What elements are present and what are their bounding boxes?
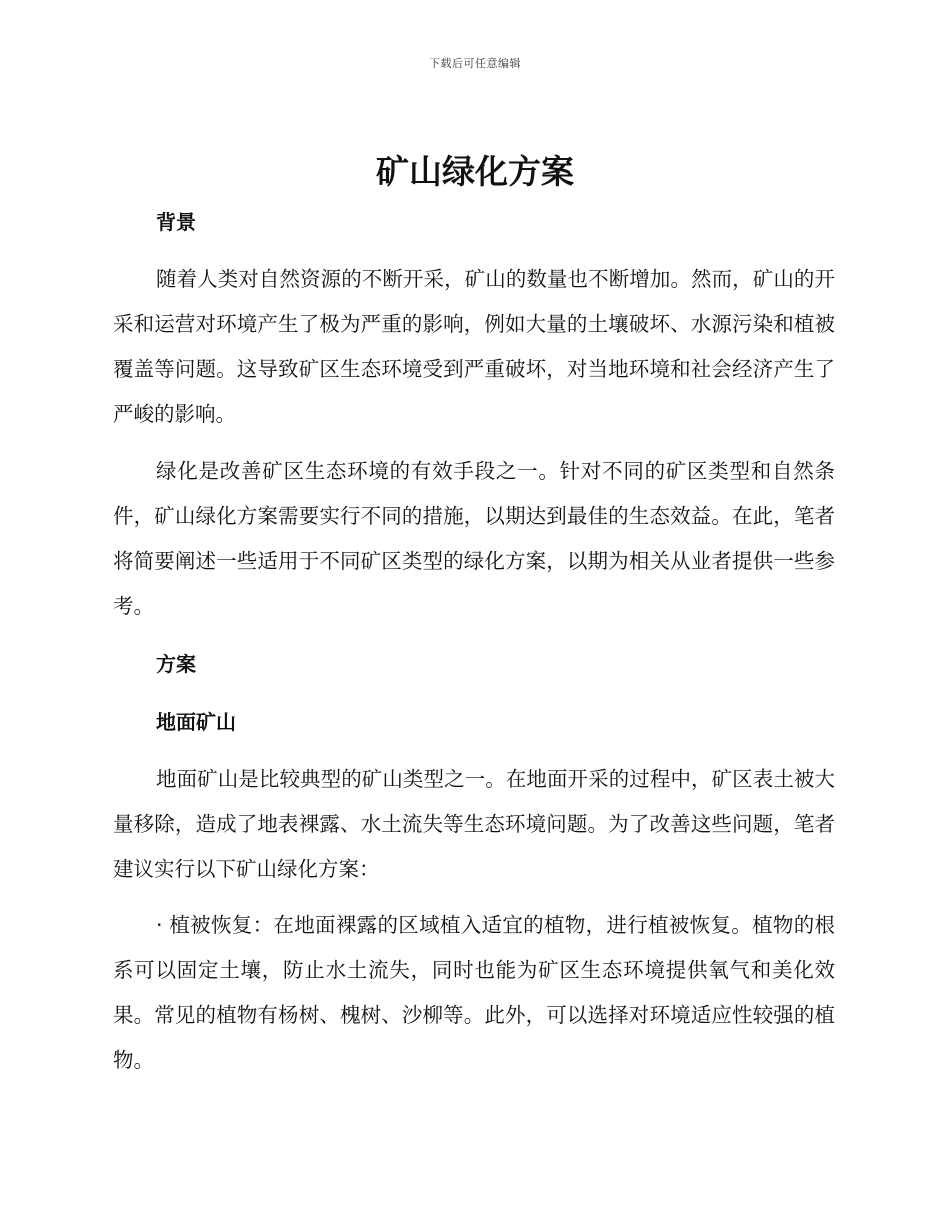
heading-plan: 方案: [156, 652, 196, 676]
paragraph-background-2: 绿化是改善矿区生态环境的有效手段之一。针对不同的矿区类型和自然条件，矿山绿化方案需要实行不同的措施，以期达到最佳的生态效益。在此，笔者将简要阐述一些适用于不同矿区类型的绿化方案，以期为相关从业者提供一些参考。: [113, 459, 835, 618]
paragraph-background-1: 随着人类对自然资源的不断开采，矿山的数量也不断增加。然而，矿山的开采和运营对环境产生了极为严重的影响，例如大量的土壤破坏、水源污染和植被覆盖等问题。这导致矿区生态环境受到严重破坏，对当地环境和社会经济产生了严峻的影响。: [113, 267, 835, 426]
document-title: 矿山绿化方案: [376, 152, 574, 191]
paragraph-surface-mine-2: · 植被恢复：在地面裸露的区域植入适宜的植物，进行植被恢复。植物的根系可以固定土壤，防止水土流失，同时也能为矿区生态环境提供氧气和美化效果。常见的植物有杨树、槐树、沙柳等。此外，可以选择对环境适应性较强的植物。: [113, 913, 835, 1072]
heading-surface-mine: 地面矿山: [156, 710, 236, 734]
paragraph-surface-mine-1: 地面矿山是比较典型的矿山类型之一。在地面开采的过程中，矿区表土被大量移除，造成了地表裸露、水土流失等生态环境问题。为了改善这些问题，笔者建议实行以下矿山绿化方案：: [113, 767, 835, 881]
header-note: 下载后可任意编辑: [429, 57, 521, 70]
heading-background: 背景: [156, 210, 196, 234]
